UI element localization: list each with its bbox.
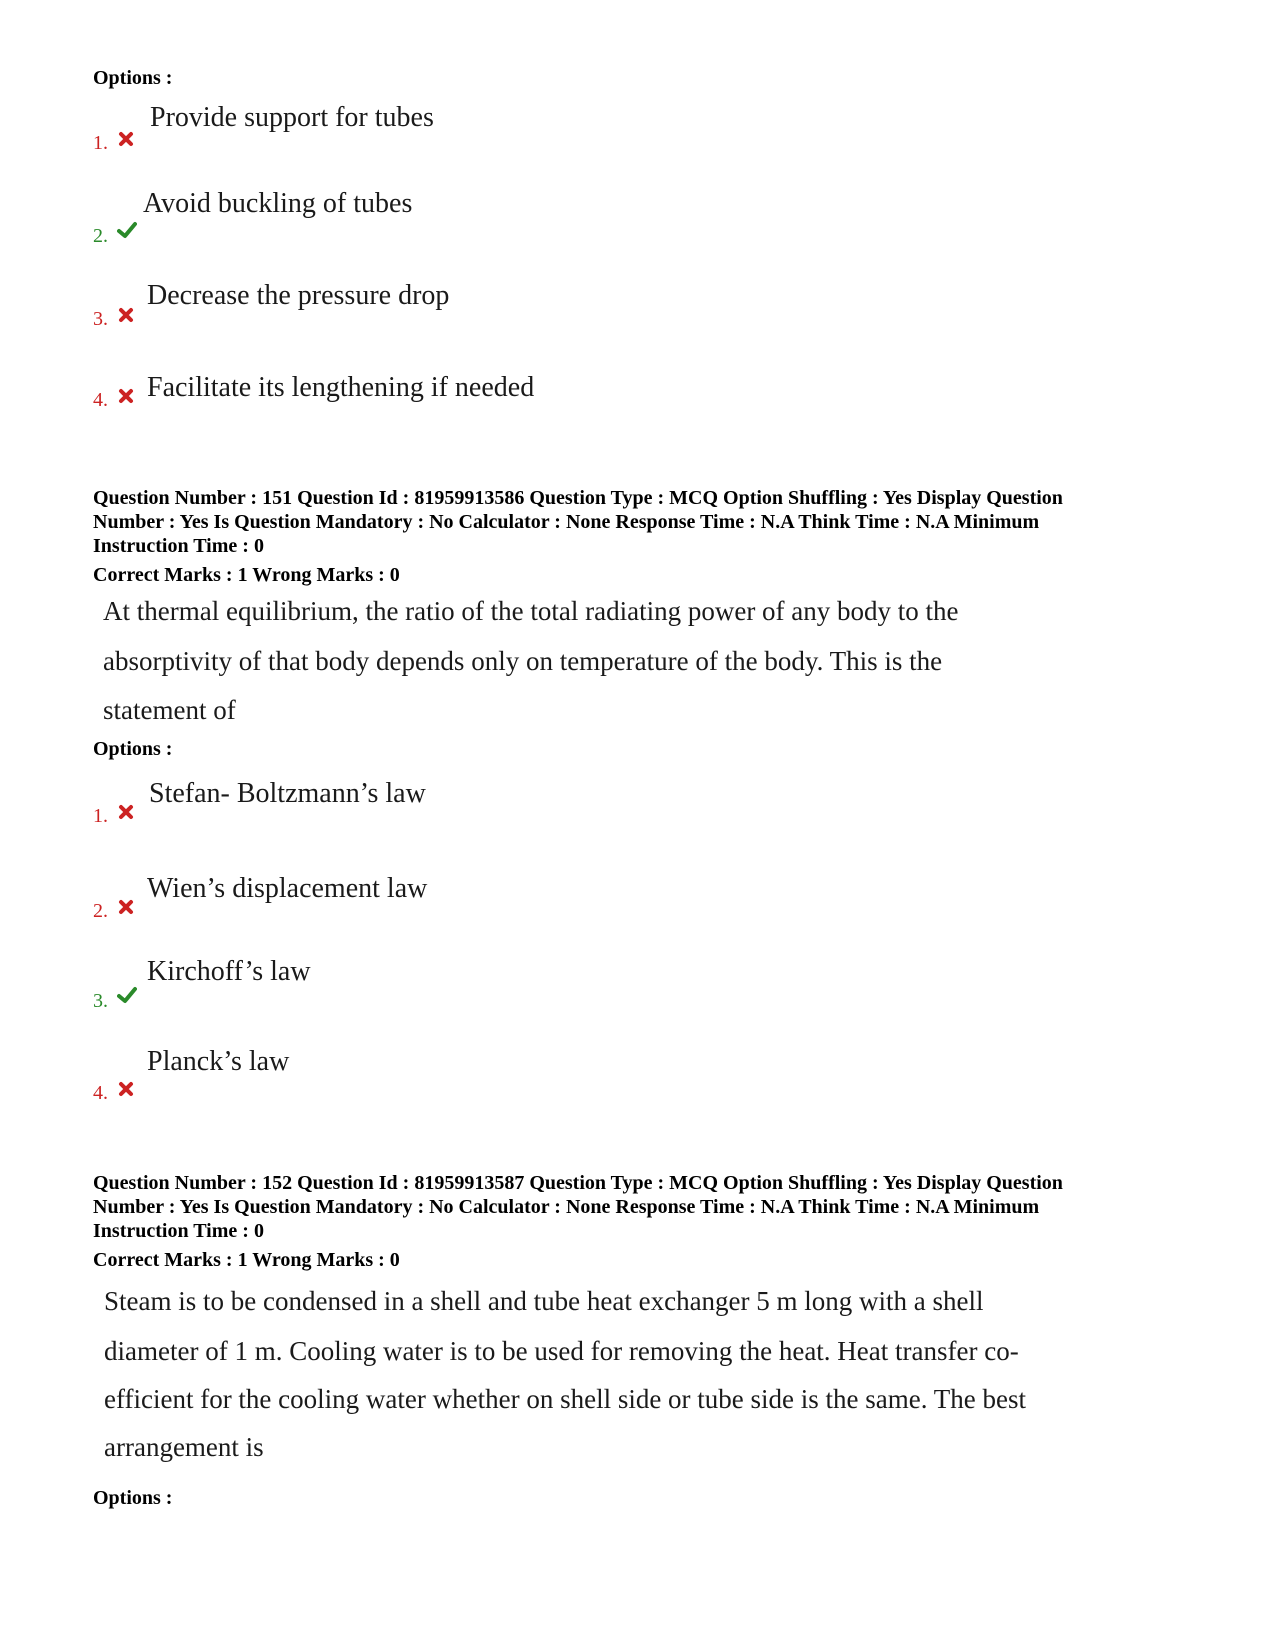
- question-marks: Correct Marks : 1 Wrong Marks : 0: [93, 1249, 400, 1271]
- options-label: Options :: [93, 738, 173, 760]
- wrong-cross-icon: [117, 306, 135, 324]
- wrong-cross-icon: [117, 803, 135, 821]
- option-text: Facilitate its lengthening if needed: [147, 372, 535, 403]
- question-meta-line: Question Number : 151 Question Id : 81959913586 Question Type : MCQ Option Shuffling : Yes Display Question: [93, 487, 1063, 509]
- question-text-line: diameter of 1 m. Cooling water is to be used for removing the heat. Heat transfer co-: [104, 1336, 1019, 1366]
- options-label: Options :: [93, 1487, 173, 1509]
- option-text: Wien’s displacement law: [147, 873, 428, 904]
- option-text: Stefan- Boltzmann’s law: [149, 778, 426, 809]
- option-number: 4.: [93, 389, 108, 411]
- correct-check-icon: [117, 221, 137, 239]
- wrong-cross-icon: [117, 130, 135, 148]
- question-text-line: absorptivity of that body depends only on temperature of the body. This is the: [103, 646, 943, 676]
- option-number: 4.: [93, 1082, 108, 1104]
- wrong-cross-icon: [117, 898, 135, 916]
- question-text-line: arrangement is: [104, 1432, 264, 1462]
- question-text-line: At thermal equilibrium, the ratio of the total radiating power of any body to the: [103, 596, 959, 626]
- option-text: Planck’s law: [147, 1046, 290, 1077]
- question-meta-line: Question Number : 152 Question Id : 81959913587 Question Type : MCQ Option Shuffling : Yes Display Question: [93, 1172, 1063, 1194]
- correct-check-icon: [117, 986, 137, 1004]
- question-meta-line: Instruction Time : 0: [93, 1220, 264, 1242]
- option-number: 1.: [93, 132, 108, 154]
- option-text: Kirchoff’s law: [147, 956, 311, 987]
- option-text: Avoid buckling of tubes: [143, 188, 413, 219]
- option-number: 3.: [93, 308, 108, 330]
- wrong-cross-icon: [117, 1080, 135, 1098]
- question-meta-line: Instruction Time : 0: [93, 535, 264, 557]
- option-text: Provide support for tubes: [150, 102, 434, 133]
- question-text-line: Steam is to be condensed in a shell and tube heat exchanger 5 m long with a shell: [104, 1286, 984, 1316]
- question-meta-line: Number : Yes Is Question Mandatory : No Calculator : None Response Time : N.A Think Time : N.A Minimum: [93, 511, 1040, 533]
- question-marks: Correct Marks : 1 Wrong Marks : 0: [93, 564, 400, 586]
- option-number: 2.: [93, 225, 108, 247]
- question-text-line: efficient for the cooling water whether on shell side or tube side is the same. The best: [104, 1384, 1026, 1414]
- question-meta-line: Number : Yes Is Question Mandatory : No Calculator : None Response Time : N.A Think Time : N.A Minimum: [93, 1196, 1040, 1218]
- option-number: 2.: [93, 900, 108, 922]
- options-label: Options :: [93, 67, 173, 89]
- question-text-line: statement of: [103, 695, 236, 725]
- wrong-cross-icon: [117, 387, 135, 405]
- option-number: 3.: [93, 990, 108, 1012]
- option-text: Decrease the pressure drop: [147, 280, 450, 311]
- option-number: 1.: [93, 805, 108, 827]
